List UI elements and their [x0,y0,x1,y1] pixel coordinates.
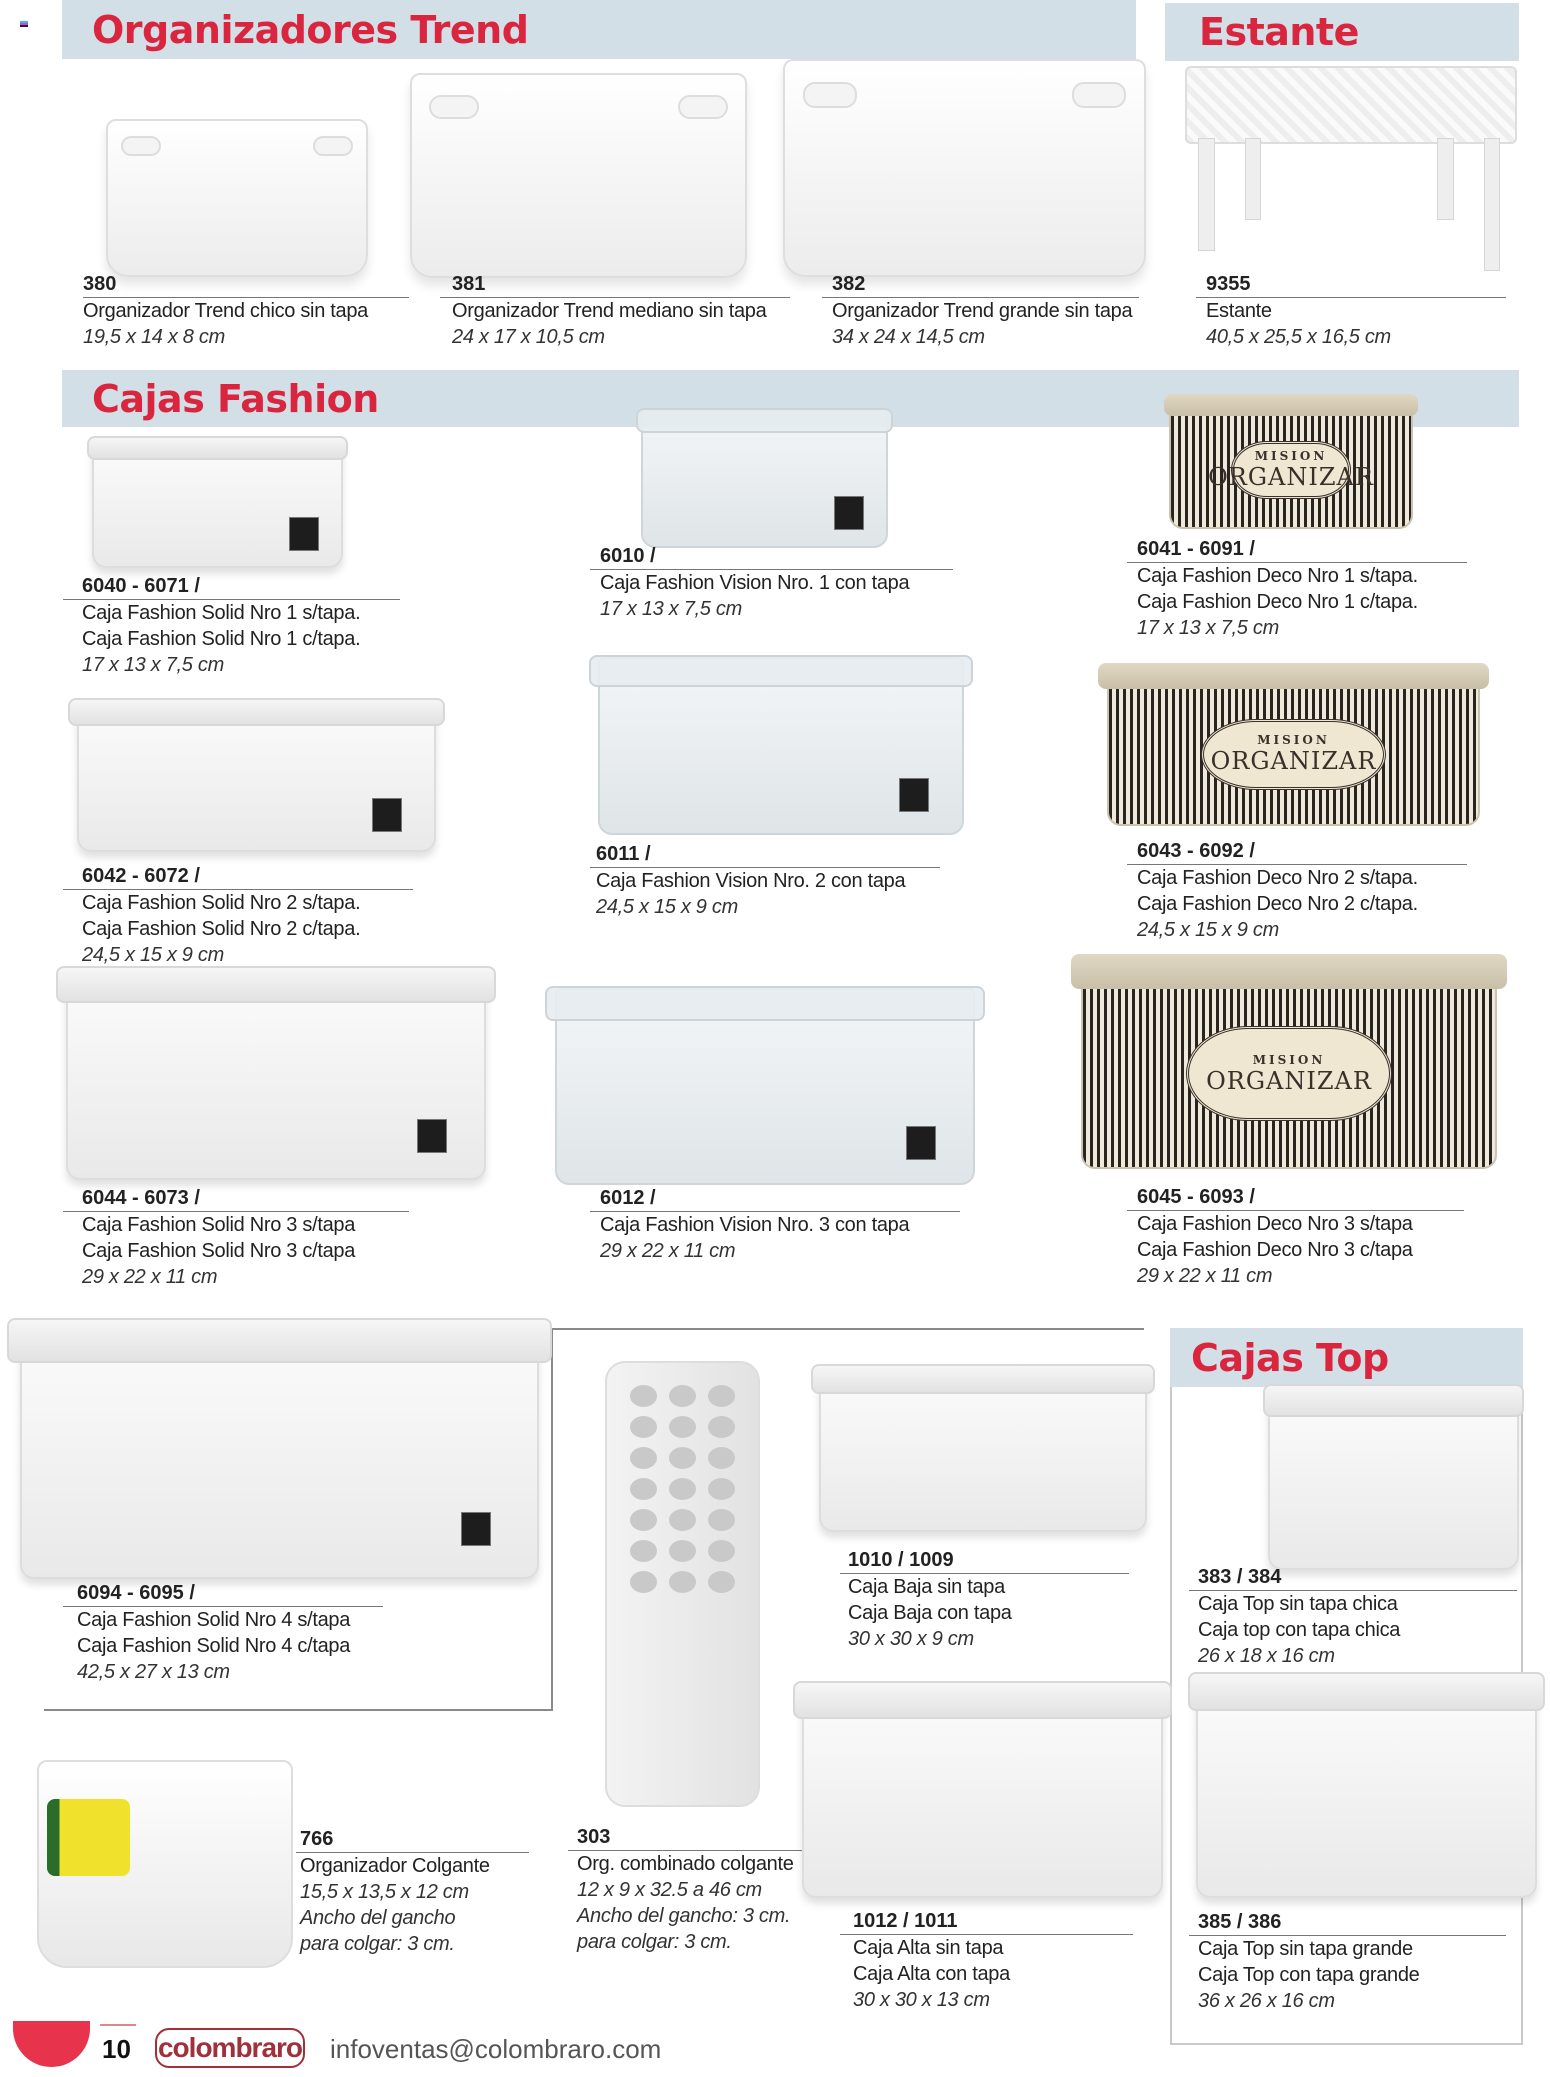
product-image-380 [106,119,368,277]
product-image-6042 [77,700,436,852]
product-6010 [590,543,953,622]
product-image-6010 [641,410,888,548]
product-code: 1012 / 1011 [840,1908,1133,1935]
hole [708,1478,735,1500]
product-385 [1189,1909,1506,2014]
brand-logo: colombraro [155,2028,305,2068]
shelf-leg [1437,138,1454,220]
product-code: 9355 [1196,271,1506,298]
product-dimensions: 29 x 22 x 11 cm [1137,1265,1273,1287]
deco-label-big: ORGANIZAR [1210,747,1377,776]
section-title: Cajas Fashion [92,376,379,421]
product-description: Caja Fashion Deco Nro 3 c/tapa [1137,1239,1413,1261]
product-description: Estante [1206,300,1272,322]
product-description: Caja Fashion Deco Nro 2 s/tapa. [1137,867,1418,889]
product-description: Caja Fashion Solid Nro 2 c/tapa. [82,918,361,940]
sponge [47,1799,130,1877]
shelf-leg [1198,138,1215,251]
product-code: 380 [83,271,409,298]
product-code: 6041 - 6091 / [1127,536,1467,563]
deco-label [1208,441,1374,499]
contact-email[interactable]: infoventas@colombraro.com [330,2034,662,2064]
product-description: Caja Fashion Vision Nro. 1 con tapa [600,572,910,594]
page-number: 10 [102,2034,131,2064]
product-image-1012 [802,1683,1163,1898]
product-dimensions: 24,5 x 15 x 9 cm [596,896,738,918]
hole [708,1385,735,1407]
shelf-leg [1245,138,1262,220]
product-description: Caja Fashion Deco Nro 3 s/tapa [1137,1213,1413,1235]
product-image-766 [37,1760,293,1968]
section-header-estante [1165,3,1519,61]
product-766 [296,1826,529,1957]
product-dimensions: 12 x 9 x 32.5 a 46 cm [577,1879,762,1901]
section-header-top [1170,1328,1523,1387]
product-code: 766 [296,1826,529,1853]
product-description: Caja Alta con tapa [853,1963,1010,1985]
product-description: Organizador Trend mediano sin tapa [452,300,767,322]
product-code: 303 [568,1824,819,1851]
product-dimensions: 24 x 17 x 10,5 cm [452,326,605,348]
product-6012 [590,1185,960,1264]
product-code: 6010 / [590,543,953,570]
product-dimensions: Ancho del gancho [300,1907,456,1929]
hole [708,1416,735,1438]
product-image-1010 [819,1366,1147,1532]
brand-tag [461,1512,491,1546]
product-dimensions: 40,5 x 25,5 x 16,5 cm [1206,326,1391,348]
hole [630,1478,657,1500]
product-image-385 [1196,1674,1537,1898]
product-380 [83,271,409,350]
product-dimensions: 36 x 26 x 16 cm [1198,1990,1335,2012]
brand-tag [289,517,319,551]
hole [630,1571,657,1593]
hole [669,1540,696,1562]
product-6040 [63,573,400,678]
product-dimensions: 30 x 30 x 9 cm [848,1628,974,1650]
product-dimensions: 30 x 30 x 13 cm [853,1989,990,2011]
product-dimensions: 17 x 13 x 7,5 cm [600,598,742,620]
product-dimensions: para colgar: 3 cm. [300,1933,455,1955]
section-title: Estante [1199,10,1359,54]
deco-label-big: ORGANIZAR [1208,462,1374,491]
product-1012 [840,1908,1133,2013]
product-382 [822,271,1139,350]
product-description: Caja Baja con tapa [848,1602,1012,1624]
product-dimensions: 17 x 13 x 7,5 cm [1137,617,1279,639]
product-dimensions: 34 x 24 x 14,5 cm [832,326,985,348]
hole [708,1540,735,1562]
product-image-6044 [66,968,486,1180]
product-description: Caja Fashion Deco Nro 2 c/tapa. [1137,893,1418,915]
product-code: 6044 - 6073 / [63,1185,409,1212]
shelf-top [1185,66,1517,144]
section-header-trend [62,0,1136,59]
product-description: Caja Top sin tapa grande [1198,1938,1413,1960]
divider [44,1709,553,1711]
product-9355 [1196,271,1506,350]
product-image-382 [783,59,1146,277]
product-dimensions: 19,5 x 14 x 8 cm [83,326,225,348]
deco-label-small: MISION [1257,733,1330,748]
product-description: Caja Fashion Solid Nro 4 s/tapa [77,1609,351,1631]
product-description: Organizador Trend chico sin tapa [83,300,369,322]
deco-label [1186,1026,1392,1121]
brand-tag [372,798,402,832]
product-code: 381 [440,271,790,298]
product-dimensions: Ancho del gancho: 3 cm. [577,1905,791,1927]
product-image-383 [1268,1386,1519,1570]
divider [551,1328,1144,1330]
hole [708,1447,735,1469]
deco-label-big: ORGANIZAR [1206,1066,1372,1095]
deco-label-small: MISION [1254,448,1328,463]
product-image-6040 [92,438,343,568]
product-image-6043 [1107,667,1480,826]
hole [630,1416,657,1438]
product-description: Caja Fashion Vision Nro. 3 con tapa [600,1214,910,1236]
product-code: 6042 - 6072 / [63,863,413,890]
hole [630,1509,657,1531]
hole [630,1540,657,1562]
hole [669,1416,696,1438]
product-dimensions: 17 x 13 x 7,5 cm [82,654,224,676]
product-383 [1189,1564,1517,1669]
hole [630,1447,657,1469]
hole [669,1509,696,1531]
product-dimensions: 26 x 18 x 16 cm [1198,1645,1335,1667]
product-code: 6011 / [590,841,940,868]
footer-accent [13,2021,90,2067]
product-6094 [63,1580,383,1685]
product-description: Caja Top con tapa grande [1198,1964,1420,1986]
product-description: Org. combinado colgante [577,1853,794,1875]
product-image-6011 [598,657,964,835]
brand-tag [417,1119,447,1153]
product-description: Caja Fashion Solid Nro 1 s/tapa. [82,602,361,624]
product-description: Caja Fashion Solid Nro 3 s/tapa [82,1214,356,1236]
product-image-9355 [1185,66,1517,271]
product-description: Caja Alta sin tapa [853,1937,1004,1959]
product-code: 6094 - 6095 / [63,1580,383,1607]
product-description: Caja Fashion Deco Nro 1 s/tapa. [1137,565,1418,587]
product-description: Caja Top sin tapa chica [1198,1593,1398,1615]
product-6045 [1127,1184,1464,1289]
product-description: Caja Fashion Vision Nro. 2 con tapa [596,870,906,892]
product-image-6012 [555,988,975,1185]
print-color-mark [20,21,28,27]
product-image-6094 [20,1320,539,1579]
brand-tag [899,778,929,812]
product-dimensions: 29 x 22 x 11 cm [82,1266,218,1288]
hole [669,1571,696,1593]
section-title: Organizadores Trend [92,7,529,52]
divider [551,1328,553,1711]
product-code: 6012 / [590,1185,960,1212]
product-code: 382 [822,271,1139,298]
product-6043 [1127,838,1467,943]
product-description: Caja Fashion Solid Nro 4 c/tapa [77,1635,351,1657]
product-image-6045 [1081,958,1497,1169]
product-dimensions: 24,5 x 15 x 9 cm [1137,919,1279,941]
product-code: 385 / 386 [1189,1909,1506,1936]
product-dimensions: 42,5 x 27 x 13 cm [77,1661,230,1683]
product-1010 [840,1547,1129,1652]
product-6041 [1127,536,1467,641]
product-image-6041 [1169,398,1413,529]
product-description: Caja Fashion Deco Nro 1 c/tapa. [1137,591,1418,613]
hole [708,1509,735,1531]
section-title: Cajas Top [1191,1335,1389,1380]
deco-label-small: MISION [1252,1052,1326,1067]
hole [669,1385,696,1407]
product-dimensions: 15,5 x 13,5 x 12 cm [300,1881,469,1903]
product-image-303 [605,1361,760,1807]
product-6011 [590,841,940,920]
hole [708,1571,735,1593]
product-381 [440,271,790,350]
product-code: 383 / 384 [1189,1564,1517,1591]
product-description: Caja Fashion Solid Nro 2 s/tapa. [82,892,361,914]
product-description: Caja top con tapa chica [1198,1619,1401,1641]
product-6044 [63,1185,409,1290]
product-description: Organizador Trend grande sin tapa [832,300,1133,322]
shelf-leg [1484,138,1501,271]
brand-tag [834,496,864,530]
product-code: 6045 - 6093 / [1127,1184,1464,1211]
product-code: 6040 - 6071 / [63,573,400,600]
hole [669,1478,696,1500]
product-image-381 [410,73,747,278]
product-dimensions: 24,5 x 15 x 9 cm [82,944,224,966]
product-description: Organizador Colgante [300,1855,490,1877]
product-303 [568,1824,819,1955]
product-6042 [63,863,413,968]
product-code: 6043 - 6092 / [1127,838,1467,865]
hole [630,1385,657,1407]
product-description: Caja Fashion Solid Nro 1 c/tapa. [82,628,361,650]
product-description: Caja Baja sin tapa [848,1576,1005,1598]
product-description: Caja Fashion Solid Nro 3 c/tapa [82,1240,356,1262]
product-code: 1010 / 1009 [840,1547,1129,1574]
deco-label [1201,719,1386,790]
divider [100,2024,136,2026]
product-dimensions: para colgar: 3 cm. [577,1931,732,1953]
product-dimensions: 29 x 22 x 11 cm [600,1240,736,1262]
brand-tag [906,1126,936,1160]
hole [669,1447,696,1469]
